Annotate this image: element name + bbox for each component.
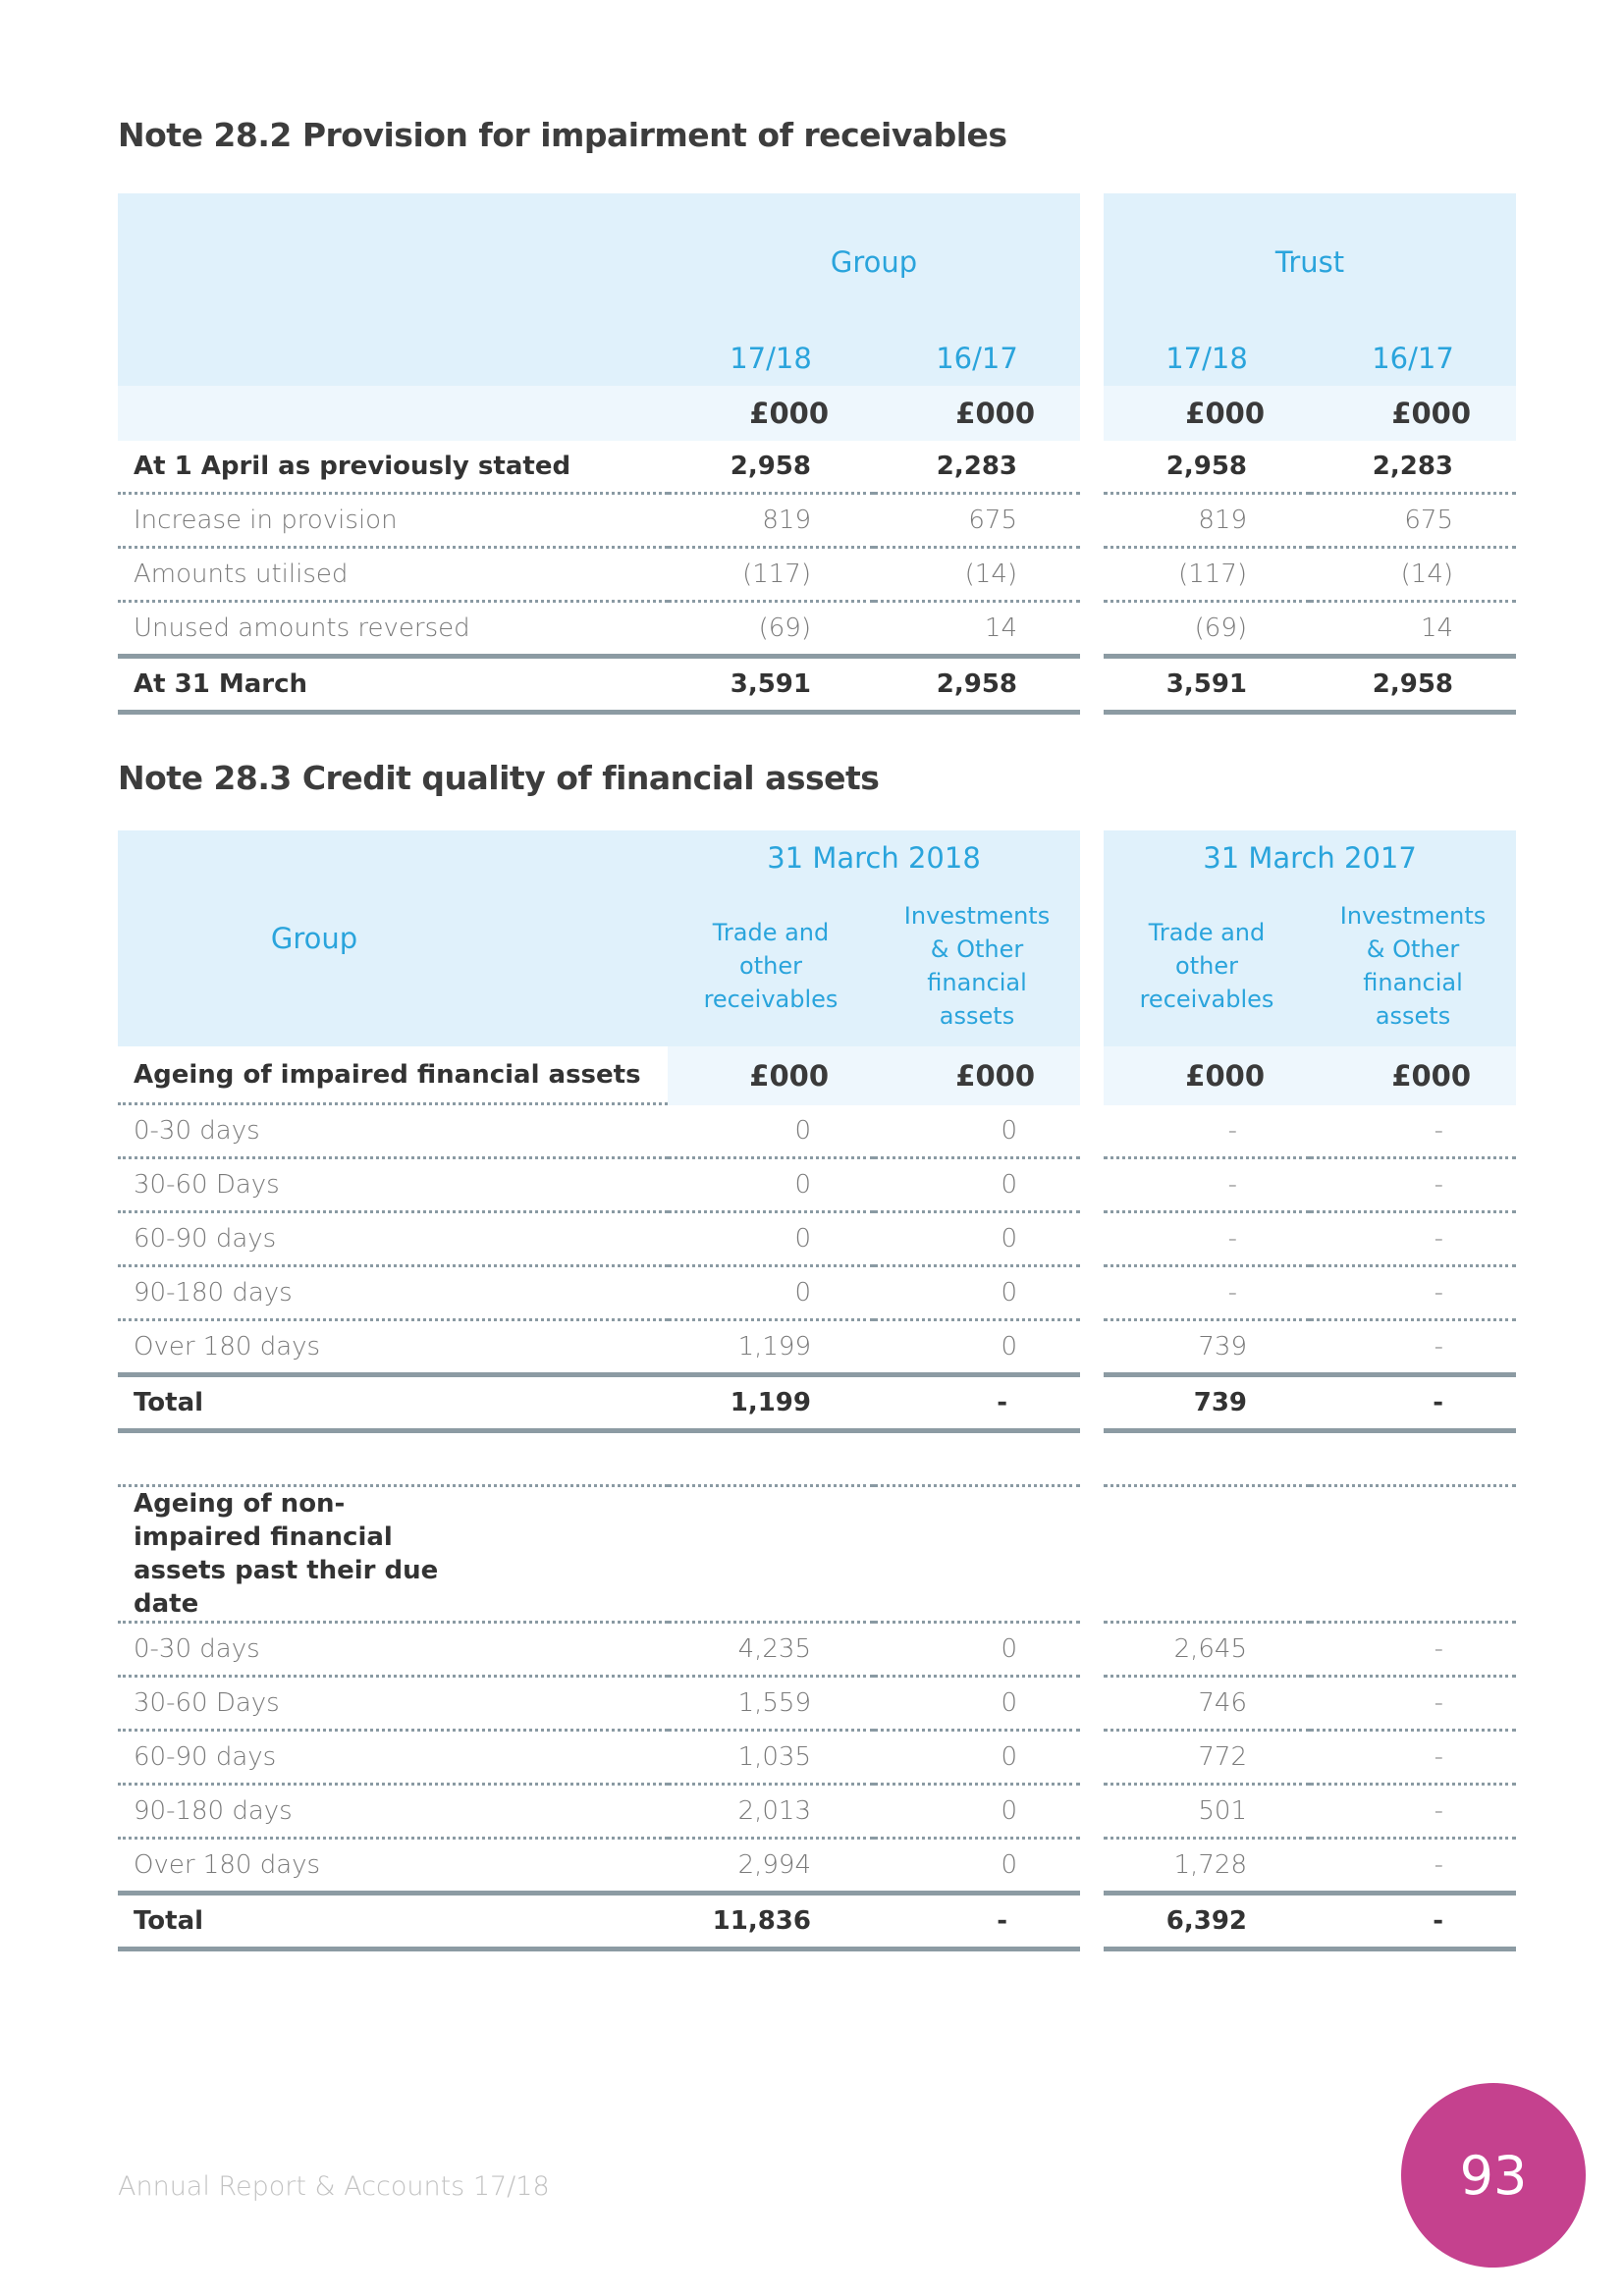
total-row: [118, 1377, 1516, 1433]
trust-header: Trust: [1104, 193, 1516, 331]
cell-value: (14): [874, 549, 1080, 603]
provision-table: [118, 193, 1516, 715]
non-impaired-section-heading: Ageing of non-impaired financial assets past their due date: [118, 1487, 668, 1624]
table-row: [118, 441, 1516, 495]
cell-value: 772: [1104, 1732, 1310, 1786]
currency-unit: £000: [668, 386, 874, 441]
cell-value: 0: [874, 1213, 1080, 1267]
cell-value: -: [1104, 1105, 1310, 1159]
year-header: 17/18: [668, 331, 874, 386]
cell-value: 11,836: [668, 1896, 874, 1951]
column-gap: [1080, 1159, 1104, 1213]
table-row: [118, 1105, 1516, 1159]
cell-value: 675: [874, 495, 1080, 549]
cell-value: 2,994: [668, 1840, 874, 1896]
cell-value: (69): [1104, 603, 1310, 659]
cell-value: -: [1310, 1105, 1516, 1159]
row-label: 0-30 days: [118, 1624, 668, 1678]
column-gap: [1080, 603, 1104, 659]
table-row: [118, 1321, 1516, 1377]
column-gap: [1080, 1267, 1104, 1321]
cell-value: 0: [874, 1678, 1080, 1732]
trade-receivables-header: Trade and other receivables: [1104, 885, 1310, 1046]
column-gap: [1080, 441, 1104, 495]
cell-value: 0: [874, 1267, 1080, 1321]
cell-value: 0: [874, 1786, 1080, 1840]
cell-value: -: [1310, 1624, 1516, 1678]
footer-report-title: Annual Report & Accounts 17/18: [118, 2171, 550, 2202]
cell-value: 3,591: [1104, 659, 1310, 715]
cell-value: 0: [668, 1213, 874, 1267]
cell-value: -: [1104, 1213, 1310, 1267]
cell-value: 4,235: [668, 1624, 874, 1678]
table-row: [118, 549, 1516, 603]
cell-value: 1,559: [668, 1678, 874, 1732]
cell-value: -: [1310, 1732, 1516, 1786]
group-header: Group: [668, 193, 1080, 331]
row-label: At 1 April as previously stated: [118, 441, 668, 495]
note-28-2-title: Note 28.2 Provision for impairment of receivables: [118, 116, 1007, 154]
currency-unit: £000: [668, 1046, 874, 1105]
column-gap: [1080, 549, 1104, 603]
row-label: 0-30 days: [118, 1105, 668, 1159]
cell-value: 0: [874, 1321, 1080, 1377]
cell-value: 746: [1104, 1678, 1310, 1732]
year-header: 17/18: [1104, 331, 1310, 386]
total-row: [118, 659, 1516, 715]
row-label: Total: [118, 1377, 668, 1433]
note-28-3-title: Note 28.3 Credit quality of financial assets: [118, 759, 880, 797]
cell-value: 3,591: [668, 659, 874, 715]
row-label: Amounts utilised: [118, 549, 668, 603]
cell-value: (117): [1104, 549, 1310, 603]
currency-unit: £000: [1310, 386, 1516, 441]
column-gap: [1080, 1786, 1104, 1840]
currency-unit: £000: [874, 386, 1080, 441]
cell-value: 1,199: [668, 1321, 874, 1377]
cell-value: 0: [874, 1840, 1080, 1896]
cell-value: 14: [1310, 603, 1516, 659]
table-row: [118, 1213, 1516, 1267]
cell-value: 739: [1104, 1377, 1310, 1433]
cell-value: 675: [1310, 495, 1516, 549]
column-gap: [1080, 1840, 1104, 1896]
row-label: 30-60 Days: [118, 1678, 668, 1732]
row-label: Over 180 days: [118, 1321, 668, 1377]
cell-value: -: [1310, 1678, 1516, 1732]
cell-value: 2,958: [1310, 659, 1516, 715]
column-gap: [1080, 1321, 1104, 1377]
cell-value: 1,199: [668, 1377, 874, 1433]
group-header: Group: [118, 830, 668, 1046]
currency-unit: £000: [1310, 1046, 1516, 1105]
period-2018-header: 31 March 2018: [668, 830, 1080, 885]
table-row: [118, 495, 1516, 549]
cell-value: -: [1310, 1896, 1516, 1951]
column-gap: [1080, 1678, 1104, 1732]
column-gap: [1080, 1105, 1104, 1159]
row-label: 90-180 days: [118, 1786, 668, 1840]
column-gap: [1080, 1213, 1104, 1267]
cell-value: 0: [668, 1105, 874, 1159]
cell-value: (117): [668, 549, 874, 603]
column-gap: [1080, 1377, 1104, 1433]
page-number: 93: [1459, 2144, 1528, 2207]
table-row: [118, 1159, 1516, 1213]
table-row: [118, 603, 1516, 659]
cell-value: -: [874, 1896, 1080, 1951]
row-label: 60-90 days: [118, 1732, 668, 1786]
currency-unit: £000: [1104, 386, 1310, 441]
cell-value: -: [1104, 1159, 1310, 1213]
cell-value: 501: [1104, 1786, 1310, 1840]
total-row: [118, 1896, 1516, 1951]
row-label: Total: [118, 1896, 668, 1951]
cell-value: 2,958: [668, 441, 874, 495]
column-gap: [1080, 495, 1104, 549]
table-row: [118, 1786, 1516, 1840]
row-label: Increase in provision: [118, 495, 668, 549]
cell-value: 0: [874, 1159, 1080, 1213]
table-row: [118, 1678, 1516, 1732]
row-label: 90-180 days: [118, 1267, 668, 1321]
year-header: 16/17: [1310, 331, 1516, 386]
column-gap: [1080, 1624, 1104, 1678]
table-row: [118, 1840, 1516, 1896]
cell-value: 1,728: [1104, 1840, 1310, 1896]
cell-value: -: [1310, 1377, 1516, 1433]
cell-value: 6,392: [1104, 1896, 1310, 1951]
credit-quality-table: [118, 830, 1516, 1951]
trade-receivables-header: Trade and other receivables: [668, 885, 874, 1046]
cell-value: 14: [874, 603, 1080, 659]
cell-value: 0: [874, 1624, 1080, 1678]
cell-value: 0: [874, 1732, 1080, 1786]
investments-header: Investments & Other financial assets: [874, 885, 1080, 1046]
cell-value: 0: [668, 1267, 874, 1321]
row-label: Unused amounts reversed: [118, 603, 668, 659]
cell-value: (14): [1310, 549, 1516, 603]
table-row: [118, 1267, 1516, 1321]
cell-value: 2,958: [874, 659, 1080, 715]
page-number-badge: [1401, 2083, 1586, 2268]
cell-value: -: [1310, 1267, 1516, 1321]
table-row: [118, 1624, 1516, 1678]
cell-value: 0: [668, 1159, 874, 1213]
row-label: 60-90 days: [118, 1213, 668, 1267]
column-gap: [1080, 659, 1104, 715]
cell-value: 1,035: [668, 1732, 874, 1786]
cell-value: (69): [668, 603, 874, 659]
investments-header: Investments & Other financial assets: [1310, 885, 1516, 1046]
impaired-section-heading: Ageing of impaired financial assets: [118, 1046, 668, 1105]
cell-value: -: [1310, 1159, 1516, 1213]
column-gap: [1080, 1896, 1104, 1951]
cell-value: 2,645: [1104, 1624, 1310, 1678]
row-label: At 31 March: [118, 659, 668, 715]
row-label: Over 180 days: [118, 1840, 668, 1896]
cell-value: 2,283: [874, 441, 1080, 495]
cell-value: 2,013: [668, 1786, 874, 1840]
period-2017-header: 31 March 2017: [1104, 830, 1516, 885]
table-row: [118, 1732, 1516, 1786]
cell-value: -: [1310, 1321, 1516, 1377]
column-gap: [1080, 1732, 1104, 1786]
cell-value: -: [1310, 1840, 1516, 1896]
cell-value: -: [1310, 1786, 1516, 1840]
cell-value: -: [1104, 1267, 1310, 1321]
year-header: 16/17: [874, 331, 1080, 386]
cell-value: 739: [1104, 1321, 1310, 1377]
currency-unit: £000: [1104, 1046, 1310, 1105]
cell-value: -: [1310, 1213, 1516, 1267]
cell-value: 2,283: [1310, 441, 1516, 495]
cell-value: 2,958: [1104, 441, 1310, 495]
cell-value: -: [874, 1377, 1080, 1433]
currency-unit: £000: [874, 1046, 1080, 1105]
cell-value: 819: [668, 495, 874, 549]
row-label: 30-60 Days: [118, 1159, 668, 1213]
cell-value: 0: [874, 1105, 1080, 1159]
cell-value: 819: [1104, 495, 1310, 549]
